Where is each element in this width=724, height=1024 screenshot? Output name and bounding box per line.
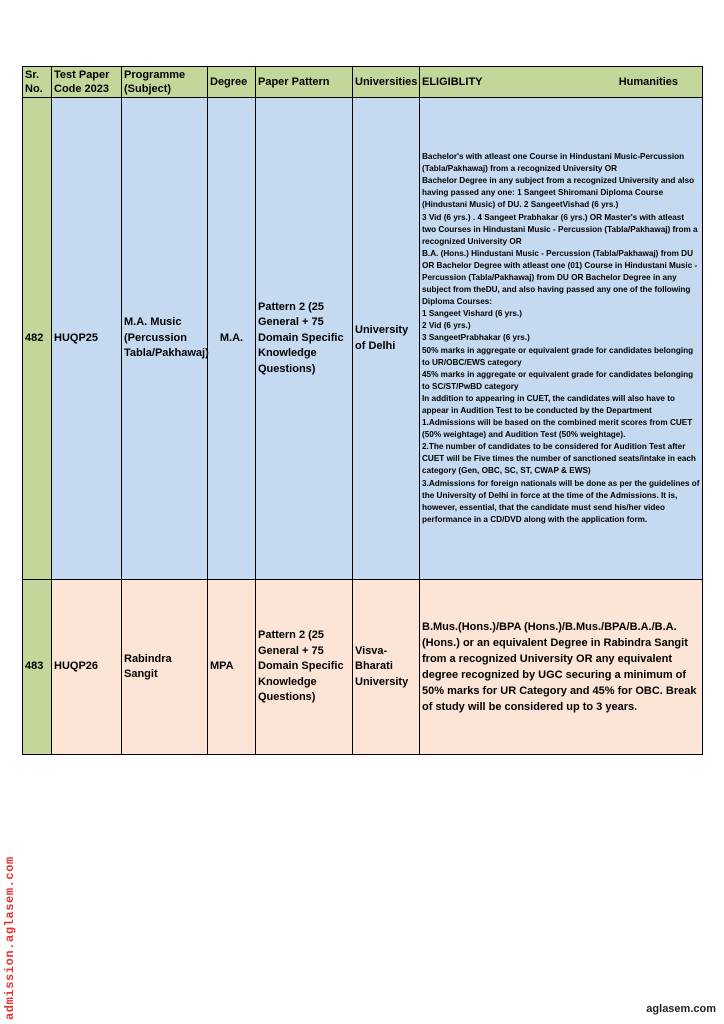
header-universities: Universities <box>353 67 420 98</box>
header-programme: Programme (Subject) <box>122 67 208 98</box>
sr-no-cell: 483 <box>23 580 52 755</box>
paper-pattern-cell: Pattern 2 (25 General + 75 Domain Specific Knowledge Questions) <box>256 580 353 755</box>
header-humanities-label: Humanities <box>618 76 678 88</box>
table-row <box>23 98 703 580</box>
header-row <box>23 67 703 98</box>
watermark-text: admission.aglasem.com <box>3 856 17 1020</box>
programme-cell: Rabindra Sangit <box>122 580 208 755</box>
header-eligibility-label: ELIGIBLITY <box>422 76 483 88</box>
degree-cell: MPA <box>208 580 256 755</box>
header-sr-no: Sr. No. <box>23 67 52 98</box>
header-degree: Degree <box>208 67 256 98</box>
eligibility-table <box>22 66 703 755</box>
header-eligibility <box>420 67 703 98</box>
sr-no-cell: 482 <box>23 98 52 580</box>
eligibility-cell: Bachelor's with atleast one Course in Hindustani Music-Percussion (Tabla/Pakhawaj) from a recognized University OR Bachelor Degree in any subject from a recognized University and also having passed any one: 1 Sangeet Shiromani Diploma Course (Hindustani Music) of DU. 2 SangeetVishad (6 yrs.) 3 Vid (6 yrs.) . 4 Sangeet Prabhakar (6 yrs.) OR Master's with atleast two Courses in Hindustani Music - Percussion (Tabla/Pakhawaj) from a recognized University OR B.A. (Hons.) Hindustani Music - Percussion (Tabla/Pakhawaj) from DU OR Bachelor Degree with atleast one (01) Course in Hindustani Music - Percussion (Tabla/Pakhawaj) from DU OR Bachelor Degree in any subject from theDU, and also having passed any one of the following Diploma Courses: 1 Sangeet Vishard (6 yrs.) 2 Vid (6 yrs.) 3 SangeetPrabhakar (6 yrs.) 50% marks in aggregate or equivalent grade for candidates belonging to UR/OBC/EWS category 45% marks in aggregate or equivalent grade for candidates belonging to SC/ST/PwBD category In addition to appearing in CUET, the candidates will also have to appear in Audition Test to be conducted by the Department 1.Admissions will be based on the combined merit scores from CUET (50% weightage) and Audition Test (50% weightage). 2.The number of candidates to be considered for Audition Test after CUET will be Five times the number of sanctioned seats/intake in each category (Gen, OBC, SC, ST, CWAP & EWS) 3.Admissions for foreign nationals will be done as per the guidelines of the University of Delhi in force at the time of the Admissions. It is, however, essential, that the candidate must send his/her video performance in a CD/DVD along with the application form. <box>420 98 703 580</box>
paper-pattern-cell: Pattern 2 (25 General + 75 Domain Specific Knowledge Questions) <box>256 98 353 580</box>
paper-code-cell: HUQP26 <box>52 580 122 755</box>
eligibility-cell: B.Mus.(Hons.)/BPA (Hons.)/B.Mus./BPA/B.A./B.A.(Hons.) or an equivalent Degree in Rabindra Sangit from a recognized University OR any equivalent degree recognized by UGC securing a minimum of 50% marks for UR Category and 45% for OBC. Break of study will be considered up to 3 years. <box>420 580 703 755</box>
university-cell: University of Delhi <box>353 98 420 580</box>
footer-site-link[interactable]: aglasem.com <box>646 1003 716 1015</box>
university-cell: Visva-Bharati University <box>353 580 420 755</box>
programme-cell: M.A. Music (Percussion Tabla/Pakhawaj) <box>122 98 208 580</box>
header-paper-pattern: Paper Pattern <box>256 67 353 98</box>
header-paper-code: Test Paper Code 2023 <box>52 67 122 98</box>
degree-cell: M.A. <box>208 98 256 580</box>
table-row <box>23 580 703 755</box>
paper-code-cell: HUQP25 <box>52 98 122 580</box>
